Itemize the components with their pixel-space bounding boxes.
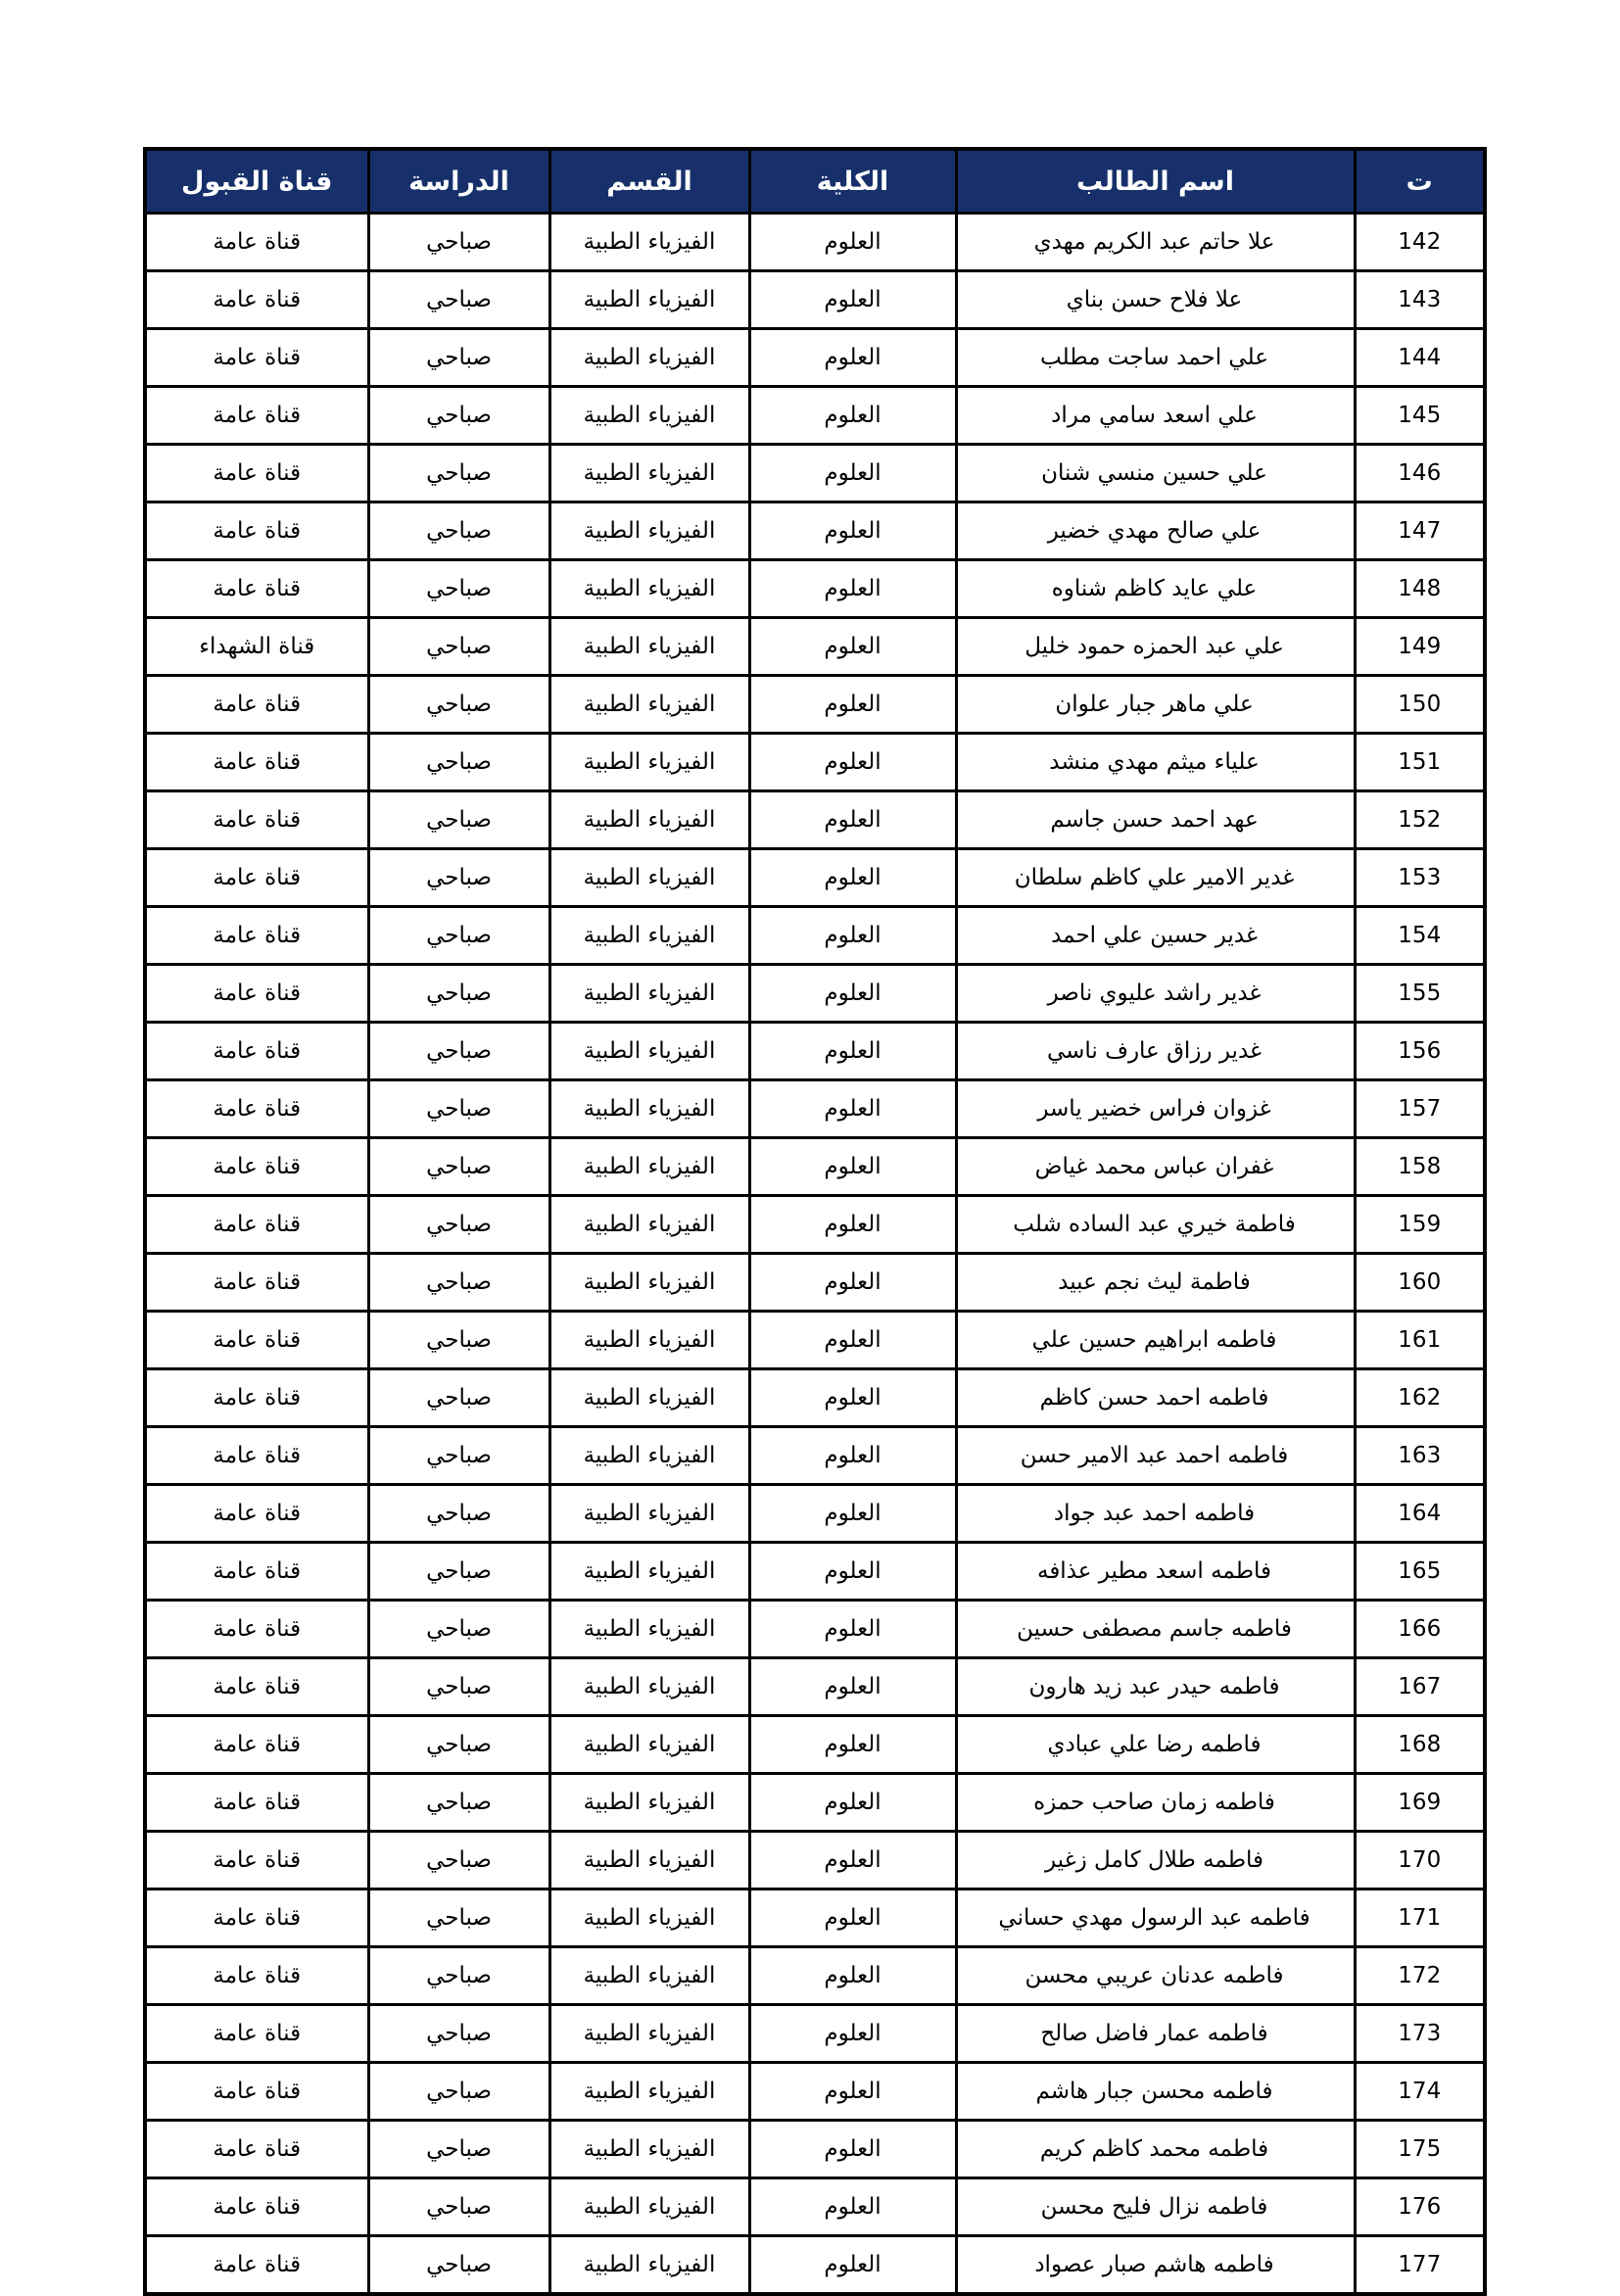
table-row (145, 791, 1485, 849)
cell-admission-channel: قناة عامة (145, 2005, 368, 2063)
cell-study: صباحي (368, 676, 549, 734)
cell-college: العلوم (749, 965, 956, 1023)
cell-number: 146 (1355, 445, 1485, 502)
table-row (145, 1543, 1485, 1601)
cell-number: 167 (1355, 1658, 1485, 1716)
cell-student-name: غزوان فراس خضير ياسر (956, 1080, 1355, 1138)
cell-admission-channel: قناة عامة (145, 676, 368, 734)
table-row (145, 2005, 1485, 2063)
cell-college: العلوم (749, 1427, 956, 1485)
cell-student-name: عهد احمد حسن جاسم (956, 791, 1355, 849)
cell-number: 172 (1355, 1947, 1485, 2005)
cell-student-name: غدير الامير علي كاظم سلطان (956, 849, 1355, 907)
cell-department: الفيزياء الطبية (549, 502, 749, 560)
table-row (145, 1312, 1485, 1369)
cell-admission-channel: قناة عامة (145, 1543, 368, 1601)
cell-department: الفيزياء الطبية (549, 387, 749, 445)
cell-number: 145 (1355, 387, 1485, 445)
cell-student-name: علي ماهر جبار علوان (956, 676, 1355, 734)
cell-admission-channel: قناة عامة (145, 849, 368, 907)
table-row (145, 387, 1485, 445)
cell-student-name: علي عايد كاظم شناوه (956, 560, 1355, 618)
cell-college: العلوم (749, 560, 956, 618)
cell-study: صباحي (368, 1427, 549, 1485)
cell-number: 153 (1355, 849, 1485, 907)
cell-department: الفيزياء الطبية (549, 2005, 749, 2063)
table-body (145, 214, 1485, 2295)
cell-study: صباحي (368, 271, 549, 329)
cell-student-name: فاطمه ابراهيم حسين علي (956, 1312, 1355, 1369)
cell-study: صباحي (368, 2063, 549, 2121)
cell-admission-channel: قناة الشهداء (145, 618, 368, 676)
cell-study: صباحي (368, 1543, 549, 1601)
cell-college: العلوم (749, 2063, 956, 2121)
cell-number: 147 (1355, 502, 1485, 560)
cell-student-name: فاطمة خيري عبد الساده شلب (956, 1196, 1355, 1254)
cell-number: 165 (1355, 1543, 1485, 1601)
cell-number: 175 (1355, 2121, 1485, 2178)
table-row (145, 2121, 1485, 2178)
table-row (145, 1658, 1485, 1716)
table-row (145, 1832, 1485, 1889)
cell-department: الفيزياء الطبية (549, 1485, 749, 1543)
cell-admission-channel: قناة عامة (145, 387, 368, 445)
cell-college: العلوم (749, 1312, 956, 1369)
cell-college: العلوم (749, 1485, 956, 1543)
cell-department: الفيزياء الطبية (549, 1774, 749, 1832)
cell-department: الفيزياء الطبية (549, 271, 749, 329)
cell-study: صباحي (368, 445, 549, 502)
cell-admission-channel: قناة عامة (145, 1138, 368, 1196)
cell-study: صباحي (368, 1832, 549, 1889)
cell-admission-channel: قناة عامة (145, 502, 368, 560)
table-header-row (145, 149, 1485, 214)
cell-admission-channel: قناة عامة (145, 1832, 368, 1889)
cell-admission-channel: قناة عامة (145, 1601, 368, 1658)
cell-admission-channel: قناة عامة (145, 1080, 368, 1138)
cell-number: 162 (1355, 1369, 1485, 1427)
table-row (145, 1080, 1485, 1138)
table-row (145, 676, 1485, 734)
cell-study: صباحي (368, 2236, 549, 2295)
cell-admission-channel: قناة عامة (145, 734, 368, 791)
cell-study: صباحي (368, 618, 549, 676)
cell-admission-channel: قناة عامة (145, 965, 368, 1023)
cell-admission-channel: قناة عامة (145, 2178, 368, 2236)
cell-college: العلوم (749, 676, 956, 734)
cell-college: العلوم (749, 1254, 956, 1312)
cell-department: الفيزياء الطبية (549, 1658, 749, 1716)
cell-student-name: فاطمه اسعد مطير عذافه (956, 1543, 1355, 1601)
cell-admission-channel: قناة عامة (145, 1774, 368, 1832)
cell-student-name: فاطمه عبد الرسول مهدي حساني (956, 1889, 1355, 1947)
cell-college: العلوم (749, 1947, 956, 2005)
cell-college: العلوم (749, 1889, 956, 1947)
cell-admission-channel: قناة عامة (145, 1427, 368, 1485)
cell-study: صباحي (368, 329, 549, 387)
cell-department: الفيزياء الطبية (549, 2063, 749, 2121)
cell-number: 158 (1355, 1138, 1485, 1196)
cell-study: صباحي (368, 1774, 549, 1832)
cell-student-name: غدير راشد عليوي ناصر (956, 965, 1355, 1023)
cell-department: الفيزياء الطبية (549, 676, 749, 734)
cell-number: 171 (1355, 1889, 1485, 1947)
cell-number: 160 (1355, 1254, 1485, 1312)
cell-study: صباحي (368, 1601, 549, 1658)
cell-study: صباحي (368, 560, 549, 618)
cell-college: العلوم (749, 502, 956, 560)
cell-study: صباحي (368, 1023, 549, 1080)
cell-college: العلوم (749, 1601, 956, 1658)
cell-admission-channel: قناة عامة (145, 2121, 368, 2178)
cell-department: الفيزياء الطبية (549, 1947, 749, 2005)
cell-study: صباحي (368, 1138, 549, 1196)
cell-student-name: فاطمه هاشم صبار عصواد (956, 2236, 1355, 2295)
header-cell-college: الكلية (749, 149, 956, 214)
table-row (145, 214, 1485, 271)
cell-study: صباحي (368, 1196, 549, 1254)
cell-study: صباحي (368, 1485, 549, 1543)
cell-admission-channel: قناة عامة (145, 791, 368, 849)
cell-department: الفيزياء الطبية (549, 2121, 749, 2178)
cell-number: 155 (1355, 965, 1485, 1023)
cell-college: العلوم (749, 214, 956, 271)
cell-student-name: علي حسين منسي شنان (956, 445, 1355, 502)
cell-department: الفيزياء الطبية (549, 1023, 749, 1080)
cell-department: الفيزياء الطبية (549, 1832, 749, 1889)
table-row (145, 1601, 1485, 1658)
cell-admission-channel: قناة عامة (145, 907, 368, 965)
cell-student-name: فاطمه عدنان عريبي محسن (956, 1947, 1355, 2005)
cell-college: العلوم (749, 2005, 956, 2063)
table-row (145, 1889, 1485, 1947)
cell-study: صباحي (368, 1658, 549, 1716)
cell-number: 173 (1355, 2005, 1485, 2063)
cell-student-name: علي اسعد سامي مراد (956, 387, 1355, 445)
cell-study: صباحي (368, 1254, 549, 1312)
cell-student-name: علا فلاح حسن بناي (956, 271, 1355, 329)
cell-department: الفيزياء الطبية (549, 1427, 749, 1485)
table-row (145, 271, 1485, 329)
cell-admission-channel: قناة عامة (145, 271, 368, 329)
table-row (145, 329, 1485, 387)
cell-study: صباحي (368, 849, 549, 907)
cell-student-name: فاطمه محسن جبار هاشم (956, 2063, 1355, 2121)
cell-study: صباحي (368, 791, 549, 849)
table-row (145, 445, 1485, 502)
cell-study: صباحي (368, 2005, 549, 2063)
cell-study: صباحي (368, 1369, 549, 1427)
cell-department: الفيزياء الطبية (549, 965, 749, 1023)
cell-student-name: فاطمه جاسم مصطفى حسين (956, 1601, 1355, 1658)
cell-number: 150 (1355, 676, 1485, 734)
header-cell-study: الدراسة (368, 149, 549, 214)
cell-student-name: فاطمه احمد عبد جواد (956, 1485, 1355, 1543)
cell-department: الفيزياء الطبية (549, 445, 749, 502)
cell-college: العلوم (749, 329, 956, 387)
cell-college: العلوم (749, 1543, 956, 1601)
cell-department: الفيزياء الطبية (549, 2236, 749, 2295)
table-row (145, 1138, 1485, 1196)
cell-department: الفيزياء الطبية (549, 734, 749, 791)
cell-department: الفيزياء الطبية (549, 2178, 749, 2236)
cell-student-name: غدير رزاق عارف ناسي (956, 1023, 1355, 1080)
table-row (145, 502, 1485, 560)
table-row (145, 560, 1485, 618)
cell-student-name: علي صالح مهدي خضير (956, 502, 1355, 560)
cell-college: العلوم (749, 1080, 956, 1138)
cell-study: صباحي (368, 2121, 549, 2178)
cell-number: 177 (1355, 2236, 1485, 2295)
cell-department: الفيزياء الطبية (549, 1369, 749, 1427)
cell-college: العلوم (749, 271, 956, 329)
cell-college: العلوم (749, 1196, 956, 1254)
cell-college: العلوم (749, 734, 956, 791)
cell-department: الفيزياء الطبية (549, 849, 749, 907)
cell-number: 143 (1355, 271, 1485, 329)
cell-college: العلوم (749, 445, 956, 502)
header-cell-student-name: اسم الطالب (956, 149, 1355, 214)
table-row (145, 1023, 1485, 1080)
table-row (145, 2236, 1485, 2295)
cell-student-name: علي عبد الحمزه حمود خليل (956, 618, 1355, 676)
header-cell-admission-channel: قناة القبول (145, 149, 368, 214)
cell-admission-channel: قناة عامة (145, 1889, 368, 1947)
cell-department: الفيزياء الطبية (549, 1716, 749, 1774)
cell-number: 154 (1355, 907, 1485, 965)
cell-study: صباحي (368, 1947, 549, 2005)
cell-department: الفيزياء الطبية (549, 1312, 749, 1369)
cell-student-name: فاطمه احمد حسن كاظم (956, 1369, 1355, 1427)
cell-college: العلوم (749, 907, 956, 965)
cell-college: العلوم (749, 1138, 956, 1196)
cell-department: الفيزياء الطبية (549, 618, 749, 676)
cell-number: 157 (1355, 1080, 1485, 1138)
cell-student-name: علي احمد ساجت مطلب (956, 329, 1355, 387)
cell-number: 161 (1355, 1312, 1485, 1369)
table-row (145, 1196, 1485, 1254)
table-row (145, 1485, 1485, 1543)
cell-number: 164 (1355, 1485, 1485, 1543)
cell-student-name: غدير حسين علي احمد (956, 907, 1355, 965)
cell-number: 149 (1355, 618, 1485, 676)
cell-number: 159 (1355, 1196, 1485, 1254)
header-cell-number: ت (1355, 149, 1485, 214)
cell-college: العلوم (749, 791, 956, 849)
cell-college: العلوم (749, 2178, 956, 2236)
cell-study: صباحي (368, 1080, 549, 1138)
cell-college: العلوم (749, 849, 956, 907)
cell-department: الفيزياء الطبية (549, 560, 749, 618)
cell-department: الفيزياء الطبية (549, 1080, 749, 1138)
cell-number: 168 (1355, 1716, 1485, 1774)
cell-admission-channel: قناة عامة (145, 1312, 368, 1369)
cell-admission-channel: قناة عامة (145, 214, 368, 271)
cell-college: العلوم (749, 1023, 956, 1080)
cell-department: الفيزياء الطبية (549, 1543, 749, 1601)
cell-department: الفيزياء الطبية (549, 214, 749, 271)
cell-student-name: فاطمه زمان صاحب حمزه (956, 1774, 1355, 1832)
cell-number: 152 (1355, 791, 1485, 849)
cell-number: 174 (1355, 2063, 1485, 2121)
cell-admission-channel: قناة عامة (145, 1196, 368, 1254)
cell-college: العلوم (749, 618, 956, 676)
cell-student-name: فاطمه نزال فليح محسن (956, 2178, 1355, 2236)
table-row (145, 2063, 1485, 2121)
cell-study: صباحي (368, 1312, 549, 1369)
cell-department: الفيزياء الطبية (549, 907, 749, 965)
table-row (145, 849, 1485, 907)
cell-admission-channel: قناة عامة (145, 1485, 368, 1543)
cell-college: العلوم (749, 2121, 956, 2178)
header-cell-department: القسم (549, 149, 749, 214)
table-row (145, 1774, 1485, 1832)
cell-study: صباحي (368, 502, 549, 560)
cell-study: صباحي (368, 214, 549, 271)
cell-department: الفيزياء الطبية (549, 1138, 749, 1196)
table-row (145, 1716, 1485, 1774)
cell-department: الفيزياء الطبية (549, 1254, 749, 1312)
cell-student-name: فاطمه طلال كامل زغير (956, 1832, 1355, 1889)
cell-number: 170 (1355, 1832, 1485, 1889)
cell-study: صباحي (368, 965, 549, 1023)
cell-college: العلوم (749, 1658, 956, 1716)
cell-number: 163 (1355, 1427, 1485, 1485)
table-row (145, 2178, 1485, 2236)
cell-student-name: فاطمة ليث نجم عبيد (956, 1254, 1355, 1312)
student-roster-table (143, 147, 1487, 2296)
cell-number: 169 (1355, 1774, 1485, 1832)
cell-number: 156 (1355, 1023, 1485, 1080)
cell-admission-channel: قناة عامة (145, 445, 368, 502)
cell-number: 151 (1355, 734, 1485, 791)
cell-number: 166 (1355, 1601, 1485, 1658)
table-row (145, 1427, 1485, 1485)
cell-department: الفيزياء الطبية (549, 791, 749, 849)
cell-student-name: فاطمه رضا علي عبادي (956, 1716, 1355, 1774)
cell-study: صباحي (368, 1889, 549, 1947)
cell-admission-channel: قناة عامة (145, 560, 368, 618)
cell-student-name: فاطمه عمار فاضل صالح (956, 2005, 1355, 2063)
cell-admission-channel: قناة عامة (145, 1254, 368, 1312)
cell-department: الفيزياء الطبية (549, 1601, 749, 1658)
cell-student-name: علياء ميثم مهدي منشد (956, 734, 1355, 791)
cell-college: العلوم (749, 2236, 956, 2295)
cell-college: العلوم (749, 1774, 956, 1832)
table-row (145, 1947, 1485, 2005)
table-row (145, 734, 1485, 791)
cell-study: صباحي (368, 734, 549, 791)
cell-number: 148 (1355, 560, 1485, 618)
cell-student-name: فاطمه محمد كاظم كريم (956, 2121, 1355, 2178)
cell-department: الفيزياء الطبية (549, 329, 749, 387)
cell-admission-channel: قناة عامة (145, 2063, 368, 2121)
cell-study: صباحي (368, 2178, 549, 2236)
cell-admission-channel: قناة عامة (145, 2236, 368, 2295)
cell-admission-channel: قناة عامة (145, 1947, 368, 2005)
cell-student-name: فاطمه حيدر عبد زيد هارون (956, 1658, 1355, 1716)
cell-study: صباحي (368, 387, 549, 445)
cell-admission-channel: قناة عامة (145, 1658, 368, 1716)
table-row (145, 1254, 1485, 1312)
cell-student-name: فاطمه احمد عبد الامير حسن (956, 1427, 1355, 1485)
cell-number: 142 (1355, 214, 1485, 271)
cell-college: العلوم (749, 1832, 956, 1889)
cell-admission-channel: قناة عامة (145, 1369, 368, 1427)
cell-college: العلوم (749, 387, 956, 445)
cell-study: صباحي (368, 1716, 549, 1774)
cell-department: الفيزياء الطبية (549, 1889, 749, 1947)
cell-college: العلوم (749, 1716, 956, 1774)
cell-student-name: علا حاتم عبد الكريم مهدي (956, 214, 1355, 271)
table-row (145, 965, 1485, 1023)
cell-admission-channel: قناة عامة (145, 329, 368, 387)
cell-number: 176 (1355, 2178, 1485, 2236)
cell-admission-channel: قناة عامة (145, 1716, 368, 1774)
table-row (145, 618, 1485, 676)
cell-number: 144 (1355, 329, 1485, 387)
cell-student-name: غفران عباس محمد غياض (956, 1138, 1355, 1196)
cell-admission-channel: قناة عامة (145, 1023, 368, 1080)
table-row (145, 907, 1485, 965)
cell-department: الفيزياء الطبية (549, 1196, 749, 1254)
cell-college: العلوم (749, 1369, 956, 1427)
table-row (145, 1369, 1485, 1427)
cell-study: صباحي (368, 907, 549, 965)
